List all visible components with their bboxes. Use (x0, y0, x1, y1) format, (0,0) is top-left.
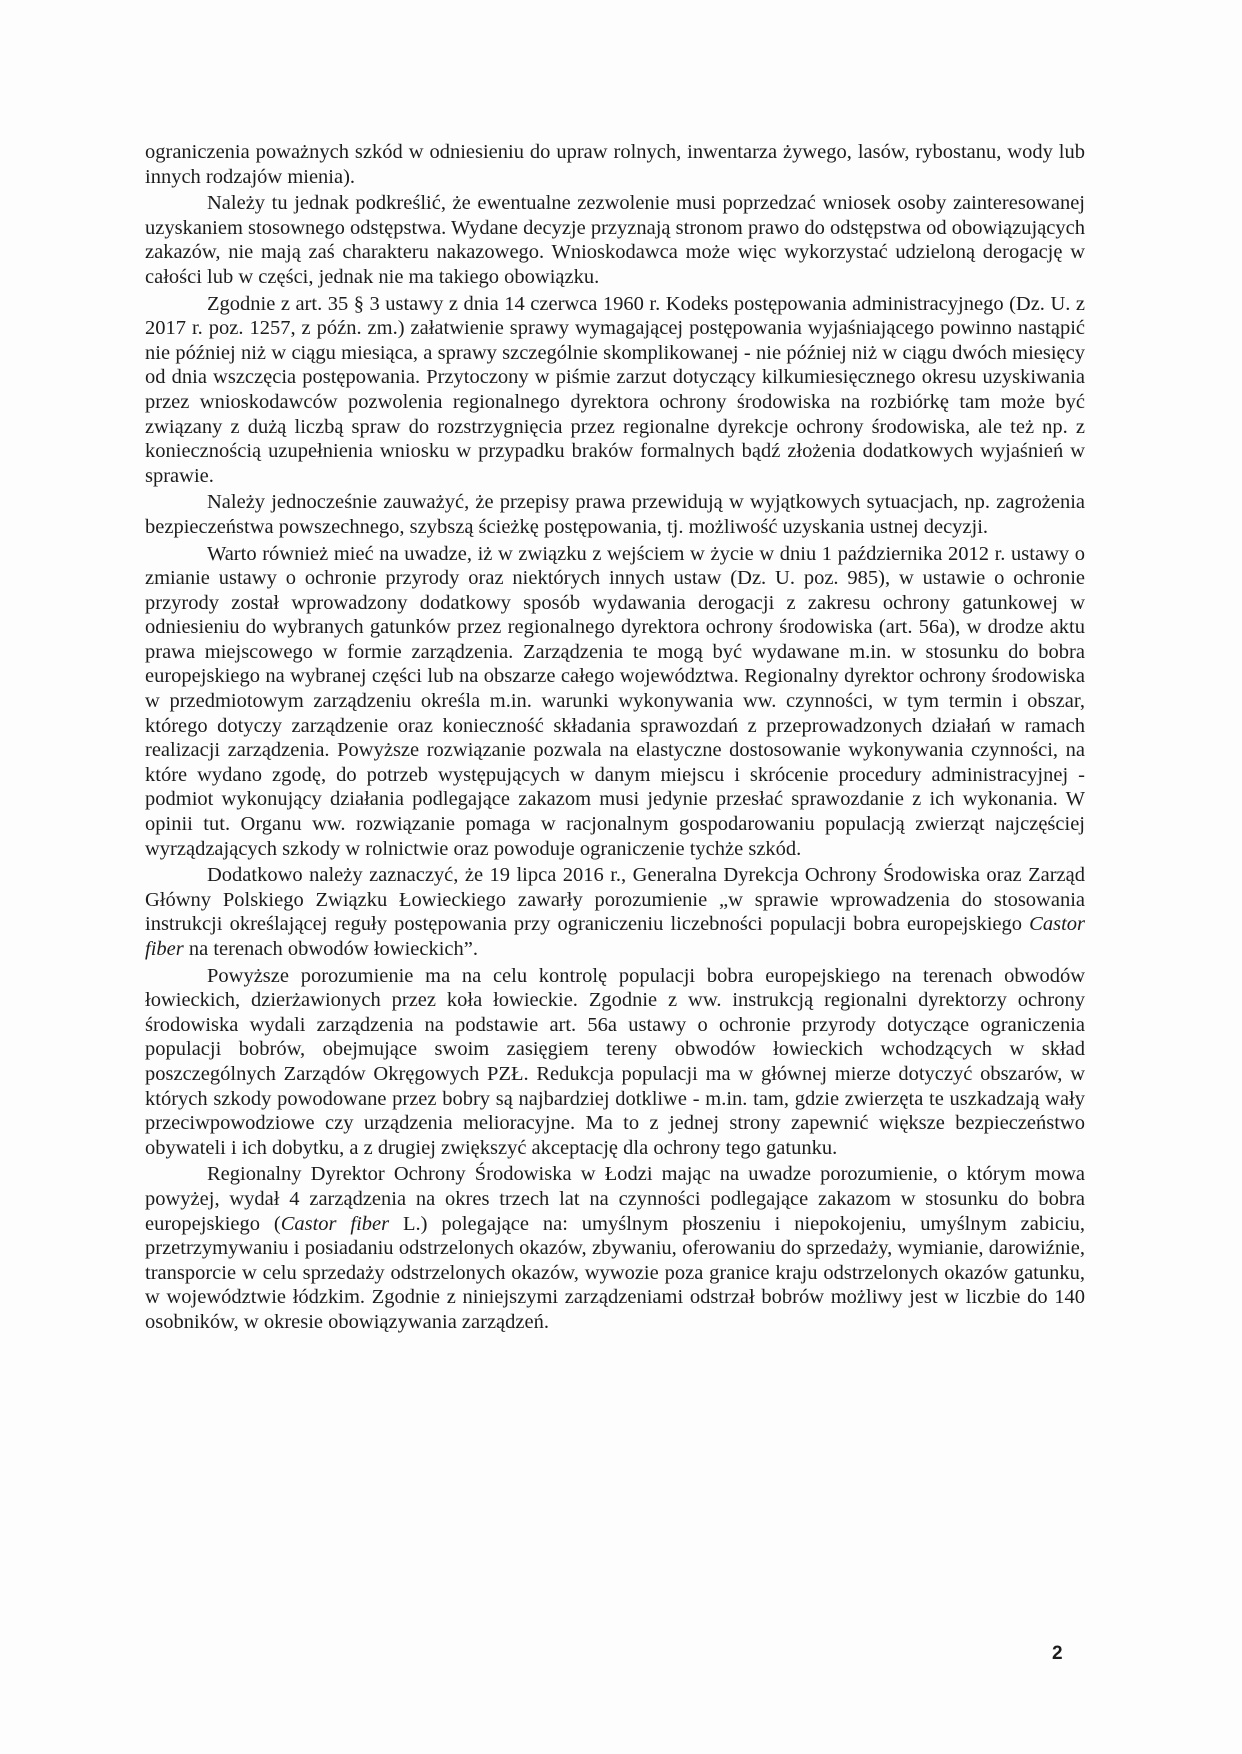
paragraph-3: Zgodnie z art. 35 § 3 ustawy z dnia 14 czerwca 1960 r. Kodeks postępowania administracyjnego (Dz. U. z 2017 r. poz. 1257, z późn. zm.) załatwienie sprawy wymagającej postępowania wyjaśniającego powinno nastąpić nie później niż w ciągu miesiąca, a sprawy szczególnie skomplikowanej - nie później niż w ciągu dwóch miesięcy od dnia wszczęcia postępowania. Przytoczony w piśmie zarzut dotyczący kilkumiesięcznego okresu uzyskiwania przez wnioskodawców pozwolenia regionalnego dyrektora ochrony środowiska na rozbiórkę tam może być związany z dużą liczbą spraw do rozstrzygnięcia przez regionalne dyrekcje ochrony środowiska, ale też np. z koniecznością uzupełnienia wniosku w przypadku braków formalnych bądź złożenia dodatkowych wyjaśnień w sprawie. (145, 292, 1085, 487)
paragraph-8: Regionalny Dyrektor Ochrony Środowiska w Łodzi mając na uwadze porozumienie, o którym mowa powyżej, wydał 4 zarządzenia na okres trzech lat na czynności podlegające zakazom w stosunku do bobra europejskiego (Castor fiber L.) polegające na: umyślnym płoszeniu i niepokojeniu, umyślnym zabiciu, przetrzymywaniu i posiadaniu odstrzelonych okazów, zbywaniu, oferowaniu do sprzedaży, wymianie, darowiźnie, transporcie w celu sprzedaży odstrzelonych okazów, wywozie poza granice kraju odstrzelonych okazów gatunku, w województwie łódzkim. Zgodnie z niniejszymi zarządzeniami odstrzał bobrów możliwy jest w liczbie do 140 osobników, w okresie obowiązywania zarządzeń. (145, 1163, 1085, 1333)
paragraph-6: Dodatkowo należy zaznaczyć, że 19 lipca 2016 r., Generalna Dyrekcja Ochrony Środowiska oraz Zarząd Główny Polskiego Związku Łowieckiego zawarły porozumienie „w sprawie wprowadzenia do stosowania instrukcji określającej reguły postępowania przy ograniczeniu liczebności populacji bobra europejskiego Castor fiber na terenach obwodów łowieckich”. (145, 864, 1085, 960)
paragraph-2: Należy tu jednak podkreślić, że ewentualne zezwolenie musi poprzedzać wniosek osoby zainteresowanej uzyskaniem stosownego odstępstwa. Wydane decyzje przyznają stronom prawo do odstępstwa od obowiązujących zakazów, nie mają zaś charakteru nakazowego. Wnioskodawca może więc wykorzystać udzieloną derogację w całości lub w części, jednak nie ma takiego obowiązku. (145, 192, 1085, 288)
species-name: Castor fiber (145, 913, 1085, 960)
paragraph-5: Warto również mieć na uwadze, iż w związku z wejściem w życie w dniu 1 października 2012 r. ustawy o zmianie ustawy o ochronie przyrody oraz niektórych innych ustaw (Dz. U. poz. 985), w ustawie o ochronie przyrody został wprowadzony dodatkowy sposób wydawania derogacji z zakresu ochrony gatunkowej w odniesieniu do wybranych gatunków przez regionalnego dyrektora ochrony środowiska (art. 56a), w drodze aktu prawa miejscowego w formie zarządzenia. Zarządzenia te mogą być wydawane m.in. w stosunku do bobra europejskiego na wybranej części lub na obszarze całego województwa. Regionalny dyrektor ochrony środowiska w przedmiotowym zarządzeniu określa m.in. warunki wykonywania ww. czynności, w tym termin i obszar, którego dotyczy zarządzenie oraz konieczność składania sprawozdań z przeprowadzonych działań w ramach realizacji zarządzenia. Powyższe rozwiązanie pozwala na elastyczne dostosowanie wykonywania czynności, na które wydano zgodę, do potrzeb występujących w danym miejscu i skrócenie procedury administracyjnej - podmiot wykonujący działania podlegające zakazom musi jedynie przesłać sprawozdanie z ich wykonania. W opinii tut. Organu ww. rozwiązanie pomaga w racjonalnym gospodarowaniu populacją zwierząt najczęściej wyrządzających szkody w rolnictwie oraz powoduje ograniczenie tychże szkód. (145, 542, 1085, 860)
document-body (145, 140, 1085, 1337)
paragraph-7: Powyższe porozumienie ma na celu kontrolę populacji bobra europejskiego na terenach obwodów łowieckich, dzierżawionych przez koła łowieckie. Zgodnie z ww. instrukcją regionalni dyrektorzy ochrony środowiska wydali zarządzenia na podstawie art. 56a ustawy o ochronie przyrody dotyczące ograniczenia populacji bobrów, obejmujące swoim zasięgiem tereny obwodów łowieckich wchodzących w skład poszczególnych Zarządów Okręgowych PZŁ. Redukcja populacji ma w głównej mierze dotyczyć obszarów, w których szkody powodowane przez bobry są najbardziej dotkliwe - m.in. tam, gdzie zwierzęta te uszkadzają wały przeciwpowodziowe czy urządzenia melioracyjne. Ma to z jednej strony zapewnić większe bezpieczeństwo obywateli i ich dobytku, a z drugiej zwiększyć akceptację dla ochrony tego gatunku. (145, 964, 1085, 1159)
page-number: 2 (1052, 1643, 1063, 1664)
paragraph-1: ograniczenia poważnych szkód w odniesieniu do upraw rolnych, inwentarza żywego, lasów, rybostanu, wody lub innych rodzajów mienia). (145, 141, 1085, 188)
species-name: Castor fiber (280, 1212, 390, 1235)
paragraph-4: Należy jednocześnie zauważyć, że przepisy prawa przewidują w wyjątkowych sytuacjach, np. zagrożenia bezpieczeństwa powszechnego, szybszą ścieżkę postępowania, tj. możliwość uzyskania ustnej decyzji. (145, 491, 1085, 538)
